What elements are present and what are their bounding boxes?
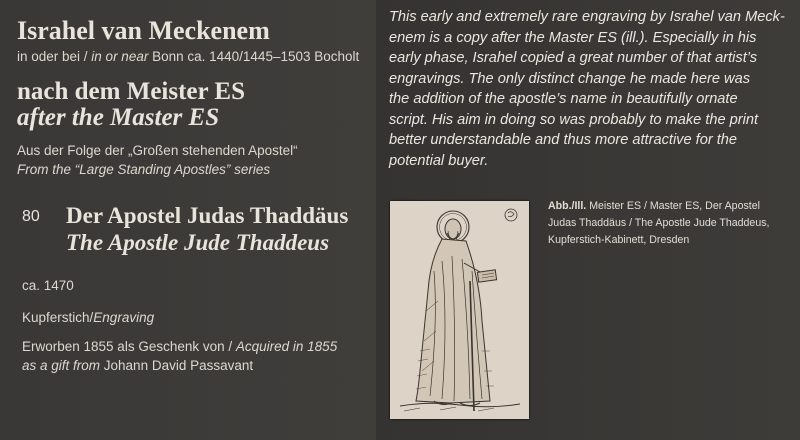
series-de: Aus der Folge der „Großen stehenden Apostel“ [17,143,298,158]
description-line: enem is a copy after the Master ES (ill.). Especially in his [389,29,757,46]
caption-line-1: Abb./Ill. Meister ES / Master ES, Der Apostel [548,200,760,212]
description-line: better understandable and thus more attractive for the [389,132,738,148]
description-line: engravings. The only distinct change he made here was [389,70,751,87]
artwork-title-en: The Apostle Jude Thaddeus [66,230,330,255]
acquisition-line-1: Erworben 1855 als Geschenk von / Acquired in 1855 [22,339,338,354]
caption-line-3: Kupferstich-Kabinett, Dresden [548,234,690,246]
illustration-caption [548,198,769,249]
caption-line-2: Judas Thaddäus / The Apostle Jude Thaddeus, [548,217,770,229]
catalog-number: 80 [22,208,40,225]
after-master-de: nach dem Meister ES [17,78,245,105]
artwork-date: ca. 1470 [22,278,74,293]
artwork-technique: Kupferstich/Engraving [22,310,155,325]
description-text [389,7,791,171]
description-line: early phase, Israhel copied a great number of that artist’s [389,50,758,66]
engraving-illustration [390,201,529,419]
description-line: This early and extremely rare engraving by Israhel van Meck- [389,9,785,25]
artist-bio: in oder bei / in or near Bonn ca. 1440/1445–1503 Bocholt [17,49,360,64]
artist-name: Israhel van Meckenem [17,16,270,45]
description-line: script. His aim in doing so was probably to make the print [389,111,759,128]
after-master-en: after the Master ES [17,104,220,131]
description-line: the addition of the apostle’s name in beautifully ornate [389,91,738,107]
description-line: potential buyer. [389,152,489,169]
acquisition-line-2: as a gift from Johann David Passavant [22,358,254,373]
artwork-title-de: Der Apostel Judas Thaddäus [66,203,349,228]
series-en: From the “Large Standing Apostles” series [17,162,271,177]
apostle-figure-image [390,201,529,419]
